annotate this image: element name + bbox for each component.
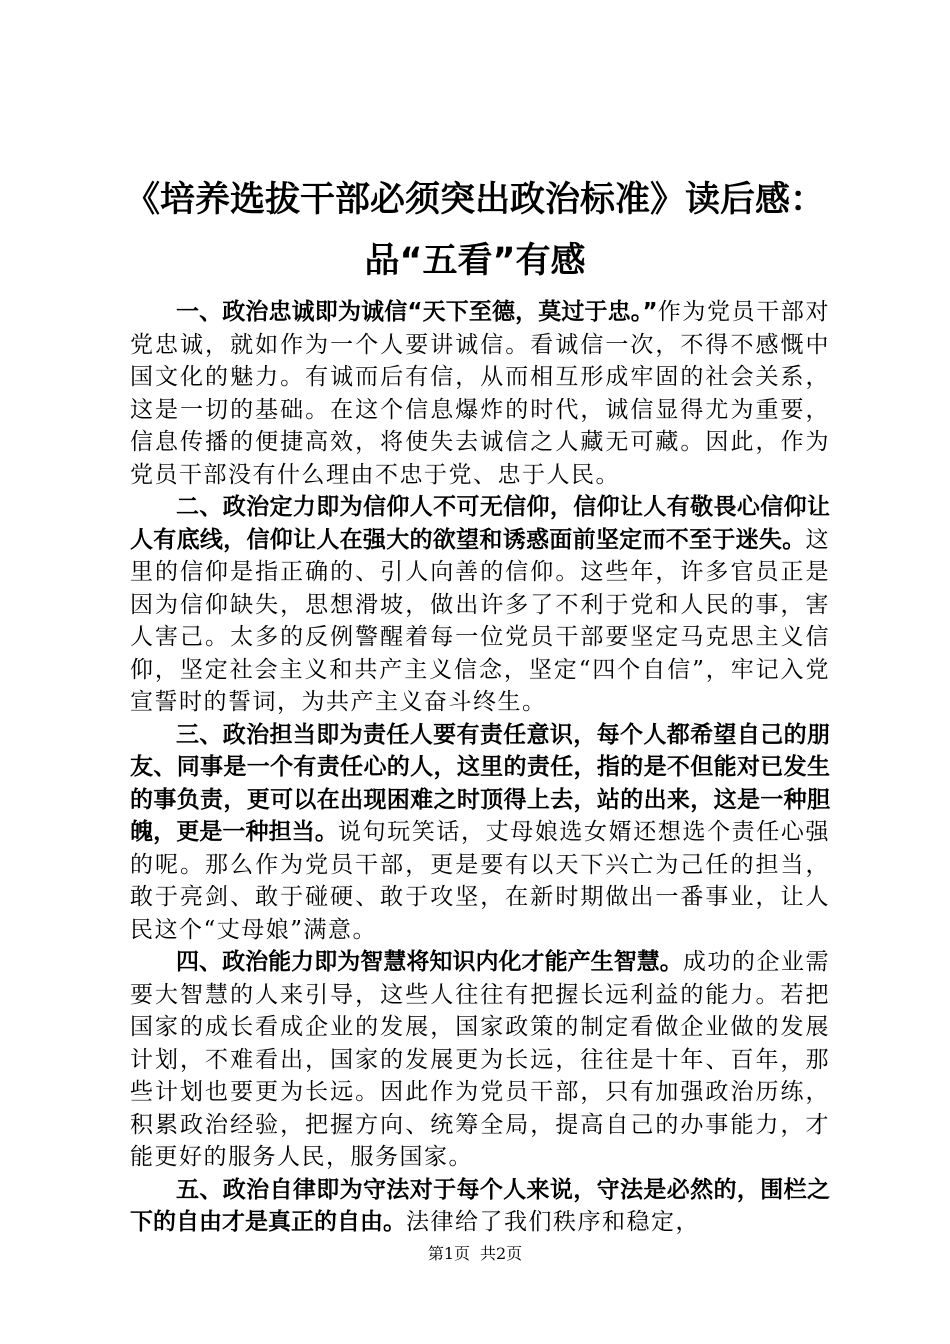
paragraph-2 bbox=[130, 491, 830, 719]
paragraph-1 bbox=[130, 296, 830, 491]
paragraph-3-lead: 三、政治担当即为责任人要有责任意识，每个人都希望自己的朋友、同事是一个有责任心的人，这里的责任，指的是不但能对已发生的事负责，更可以在出现困难之时顶得上去，站的出来，这是一种胆魄，更是一种担当。 bbox=[130, 721, 830, 845]
document-title-line-1: 《培养选拔干部必须突出政治标准》读后感： bbox=[124, 180, 825, 220]
paragraph-4-lead: 四、政治能力即为智慧将知识内化才能产生智慧。 bbox=[176, 949, 683, 975]
paragraph-5 bbox=[130, 1174, 830, 1239]
paragraph-2-text: 这里的信仰是指正确的、引人向善的信仰。这些年，许多官员正是因为信仰缺失，思想滑坡，做出许多了不利于党和人民的事，害人害己。太多的反例警醒着每一位党员干部要坚定马克思主义信仰，坚定社会主义和共产主义信念，坚定“四个自信”，牢记入党宣誓时的誓词，为共产主义奋斗终生。 bbox=[130, 526, 830, 715]
paragraph-5-lead: 五、政治自律即为守法对于每个人来说，守法是必然的，围栏之下的自由才是真正的自由。 bbox=[130, 1176, 830, 1235]
page-footer bbox=[0, 1244, 950, 1264]
paragraph-2-lead: 二、政治定力即为信仰人不可无信仰，信仰让人有敬畏心信仰让人有底线，信仰让人在强大的欲望和诱惑面前坚定而不至于迷失。 bbox=[130, 494, 830, 553]
paragraph-1-text: 作为党员干部对党忠诚，就如作为一个人要讲诚信。看诚信一次，不得不感慨中国文化的魅力。有诚而后有信，从而相互形成牢固的社会关系，这是一切的基础。在这个信息爆炸的时代，诚信显得尤为重要，信息传播的便捷高效，将使失去诚信之人藏无可藏。因此，作为党员干部没有什么理由不忠于党、忠于人民。 bbox=[130, 299, 831, 488]
page-total: 共2页 bbox=[480, 1244, 523, 1263]
page-number: 第1页 bbox=[427, 1244, 470, 1263]
paragraph-1-lead: 一、政治忠诚即为诚信“天下至德，莫过于忠。” bbox=[176, 299, 658, 325]
document-title-line-2: 品“五看”有感 bbox=[364, 241, 586, 281]
paragraph-3 bbox=[130, 719, 830, 947]
paragraph-4 bbox=[130, 946, 830, 1174]
paragraph-4-text: 成功的企业需要大智慧的人来引导，这些人往往有把握长远利益的能力。若把国家的成长看成企业的发展，国家政策的制定看做企业做的发展计划，不难看出，国家的发展更为长远，往往是十年、百年，那些计划也要更为长远。因此作为党员干部，只有加强政治历练，积累政治经验，把握方向、统筹全局，提高自己的办事能力，才能更好的服务人民，服务国家。 bbox=[130, 949, 831, 1170]
paragraph-3-text: 说句玩笑话，丈母娘选女婿还想选个责任心强的呢。那么作为党员干部，更是要有以天下兴亡为己任的担当，敢于亮剑、敢于碰硬、敢于攻坚，在新时期做出一番事业，让人民这个“丈母娘”满意。 bbox=[130, 819, 831, 943]
document-body bbox=[130, 296, 830, 1239]
paragraph-5-text: 法律给了我们秩序和稳定， bbox=[406, 1209, 700, 1235]
